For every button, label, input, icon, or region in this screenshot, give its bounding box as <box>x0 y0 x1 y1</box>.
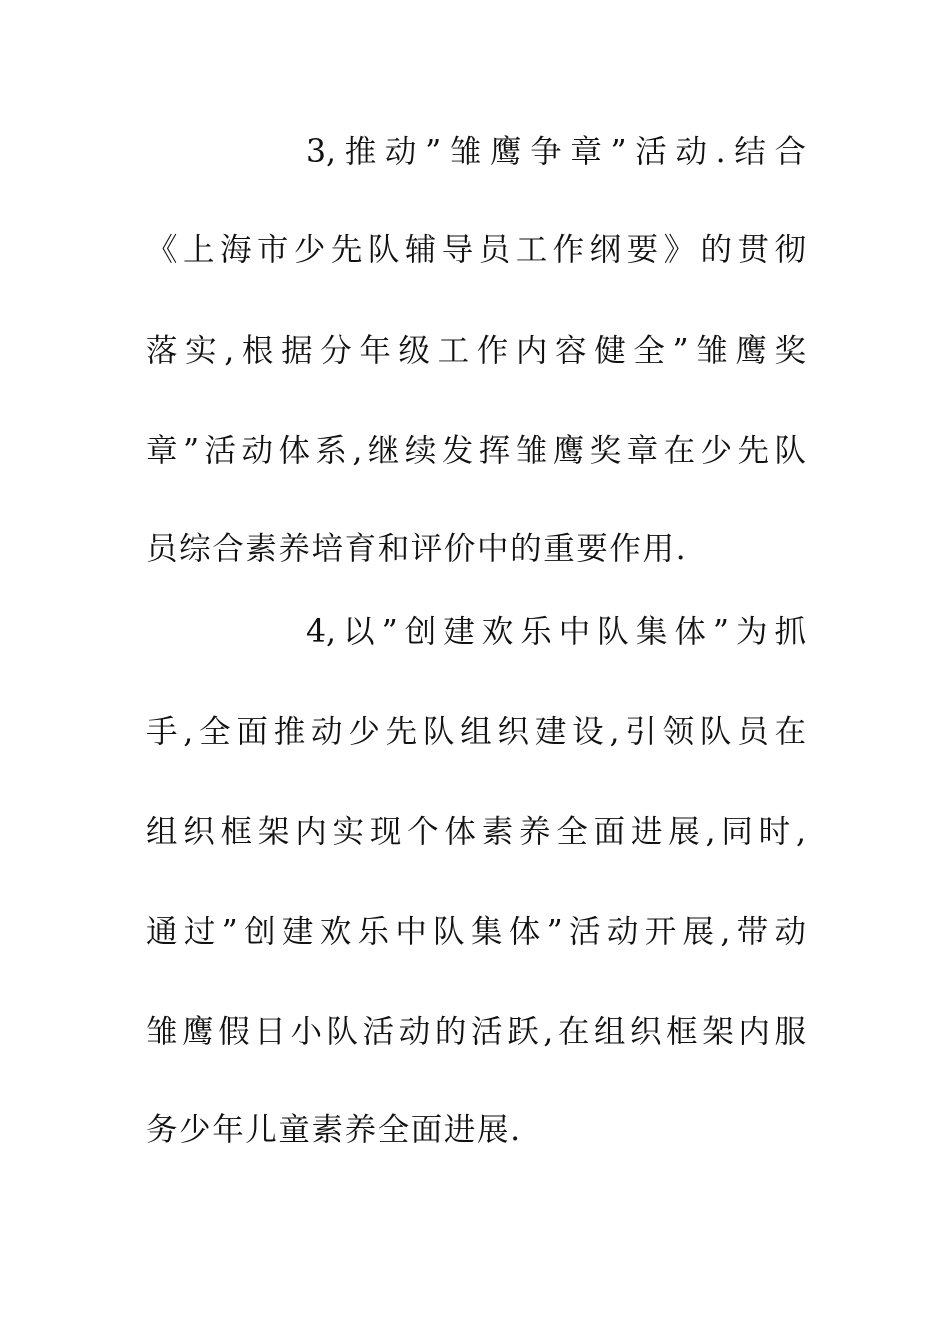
text-line: 落实,根据分年级工作内容健全”雏鹰奖 <box>146 333 806 369</box>
text-line: 3,推动”雏鹰争章”活动.结合 <box>306 134 806 170</box>
text-line: 通过”创建欢乐中队集体”活动开展,带动 <box>146 914 806 950</box>
text-line: 章”活动体系,继续发挥雏鹰奖章在少先队 <box>146 433 806 469</box>
text-line: 雏鹰假日小队活动的活跃,在组织框架内服 <box>146 1014 806 1050</box>
text-line: 《上海市少先队辅导员工作纲要》的贯彻 <box>146 232 806 268</box>
text-line: 务少年儿童素养全面进展. <box>146 1112 522 1148</box>
text-line: 手,全面推动少先队组织建设,引领队员在 <box>146 714 806 750</box>
text-line: 4,以”创建欢乐中队集体”为抓 <box>306 614 806 650</box>
text-line: 组织框架内实现个体素养全面进展,同时, <box>146 814 806 850</box>
text-line: 员综合素养培育和评价中的重要作用. <box>146 531 688 567</box>
